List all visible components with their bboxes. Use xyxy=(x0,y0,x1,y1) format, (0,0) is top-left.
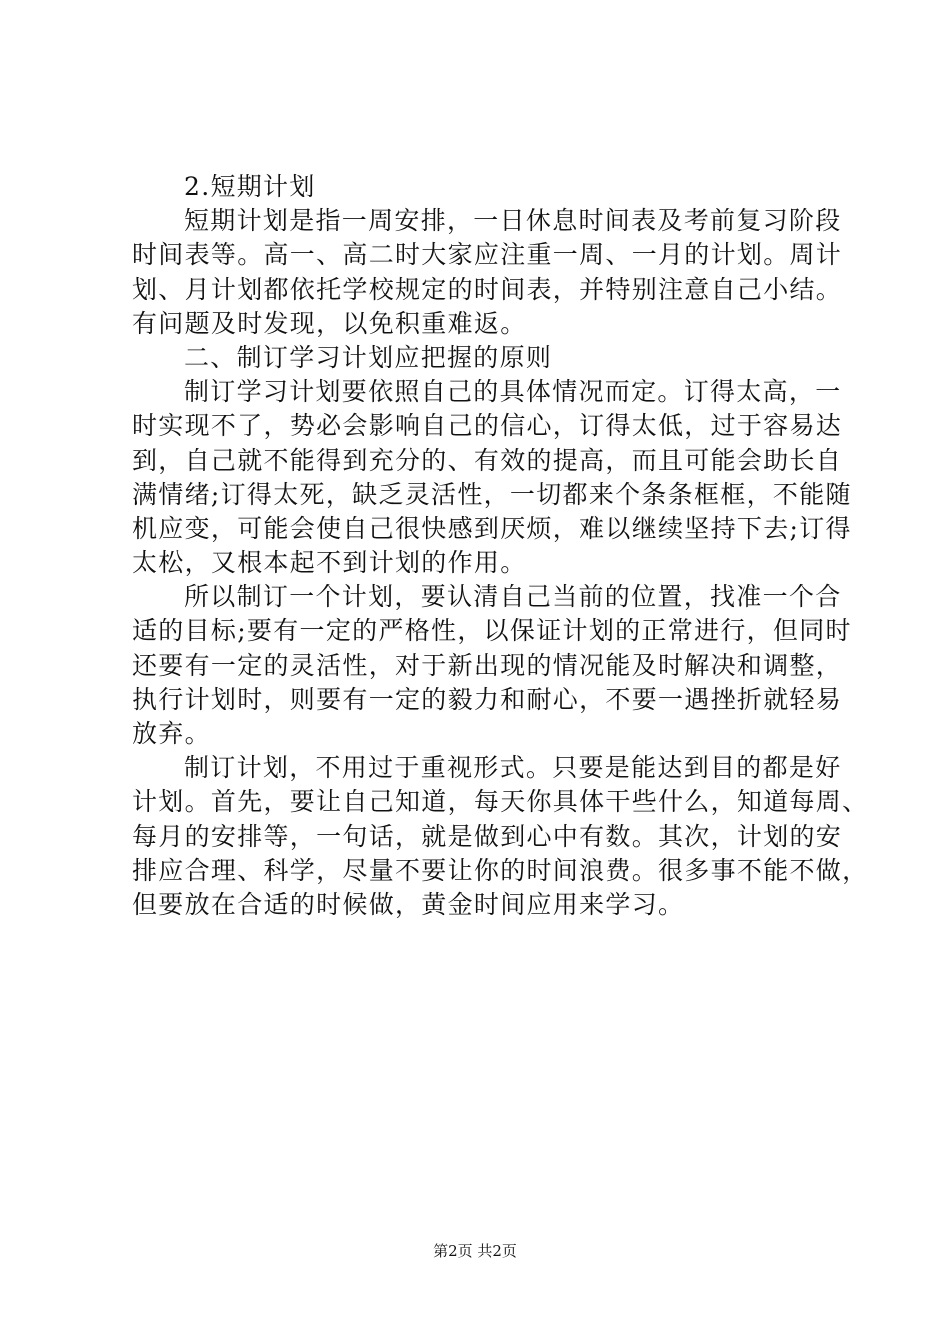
section-heading: 2.短期计划 xyxy=(184,172,316,201)
paragraph-line: 所以制订一个计划，要认清自己当前的位置，找准一个合 xyxy=(184,582,842,612)
paragraph-line: 时间表等。高一、高二时大家应注重一周、一月的计划。周计 xyxy=(132,240,843,270)
paragraph-line: 适的目标;要有一定的严格性，以保证计划的正常进行，但同时 xyxy=(132,616,852,646)
paragraph-line: 排应合理、科学，尽量不要让你的时间浪费。很多事不能不做， xyxy=(132,855,869,885)
paragraph-line: 放弃。 xyxy=(132,719,211,748)
page-number-footer: 第2页 共2页 xyxy=(433,1242,517,1260)
paragraph-line: 制订计划，不用过于重视形式。只要是能达到目的都是好 xyxy=(184,753,842,783)
paragraph-line: 划、月计划都依托学校规定的时间表，并特别注意自己小结。 xyxy=(132,274,843,304)
paragraph-line: 但要放在合适的时候做，黄金时间应用来学习。 xyxy=(132,889,685,919)
paragraph-line: 制订学习计划要依照自己的具体情况而定。订得太高，一 xyxy=(184,377,842,407)
paragraph-line: 有问题及时发现，以免积重难返。 xyxy=(132,308,527,338)
document-body xyxy=(132,170,869,922)
paragraph-line: 太松，又根本起不到计划的作用。 xyxy=(132,548,527,578)
paragraph-line: 到，自己就不能得到充分的、有效的提高，而且可能会助长自 xyxy=(132,445,843,475)
paragraph-line: 短期计划是指一周安排，一日休息时间表及考前复习阶段 xyxy=(184,206,842,236)
paragraph-line: 时实现不了，势必会影响自己的信心，订得太低，过于容易达 xyxy=(132,411,843,441)
paragraph-line: 机应变，可能会使自己很快感到厌烦，难以继续坚持下去;订得 xyxy=(132,513,852,543)
paragraph-line: 执行计划时，则要有一定的毅力和耐心，不要一遇挫折就轻易 xyxy=(132,684,843,714)
paragraph-line: 每月的安排等，一句话，就是做到心中有数。其次，计划的安 xyxy=(132,821,843,851)
paragraph-line: 还要有一定的灵活性，对于新出现的情况能及时解决和调整， xyxy=(132,650,843,680)
section-heading: 二、制订学习计划应把握的原则 xyxy=(184,342,553,372)
paragraph-line: 满情绪;订得太死，缺乏灵活性，一切都来个条条框框，不能随 xyxy=(132,479,852,509)
paragraph-line: 计划。首先，要让自己知道，每天你具体干些什么，知道每周、 xyxy=(132,787,869,817)
